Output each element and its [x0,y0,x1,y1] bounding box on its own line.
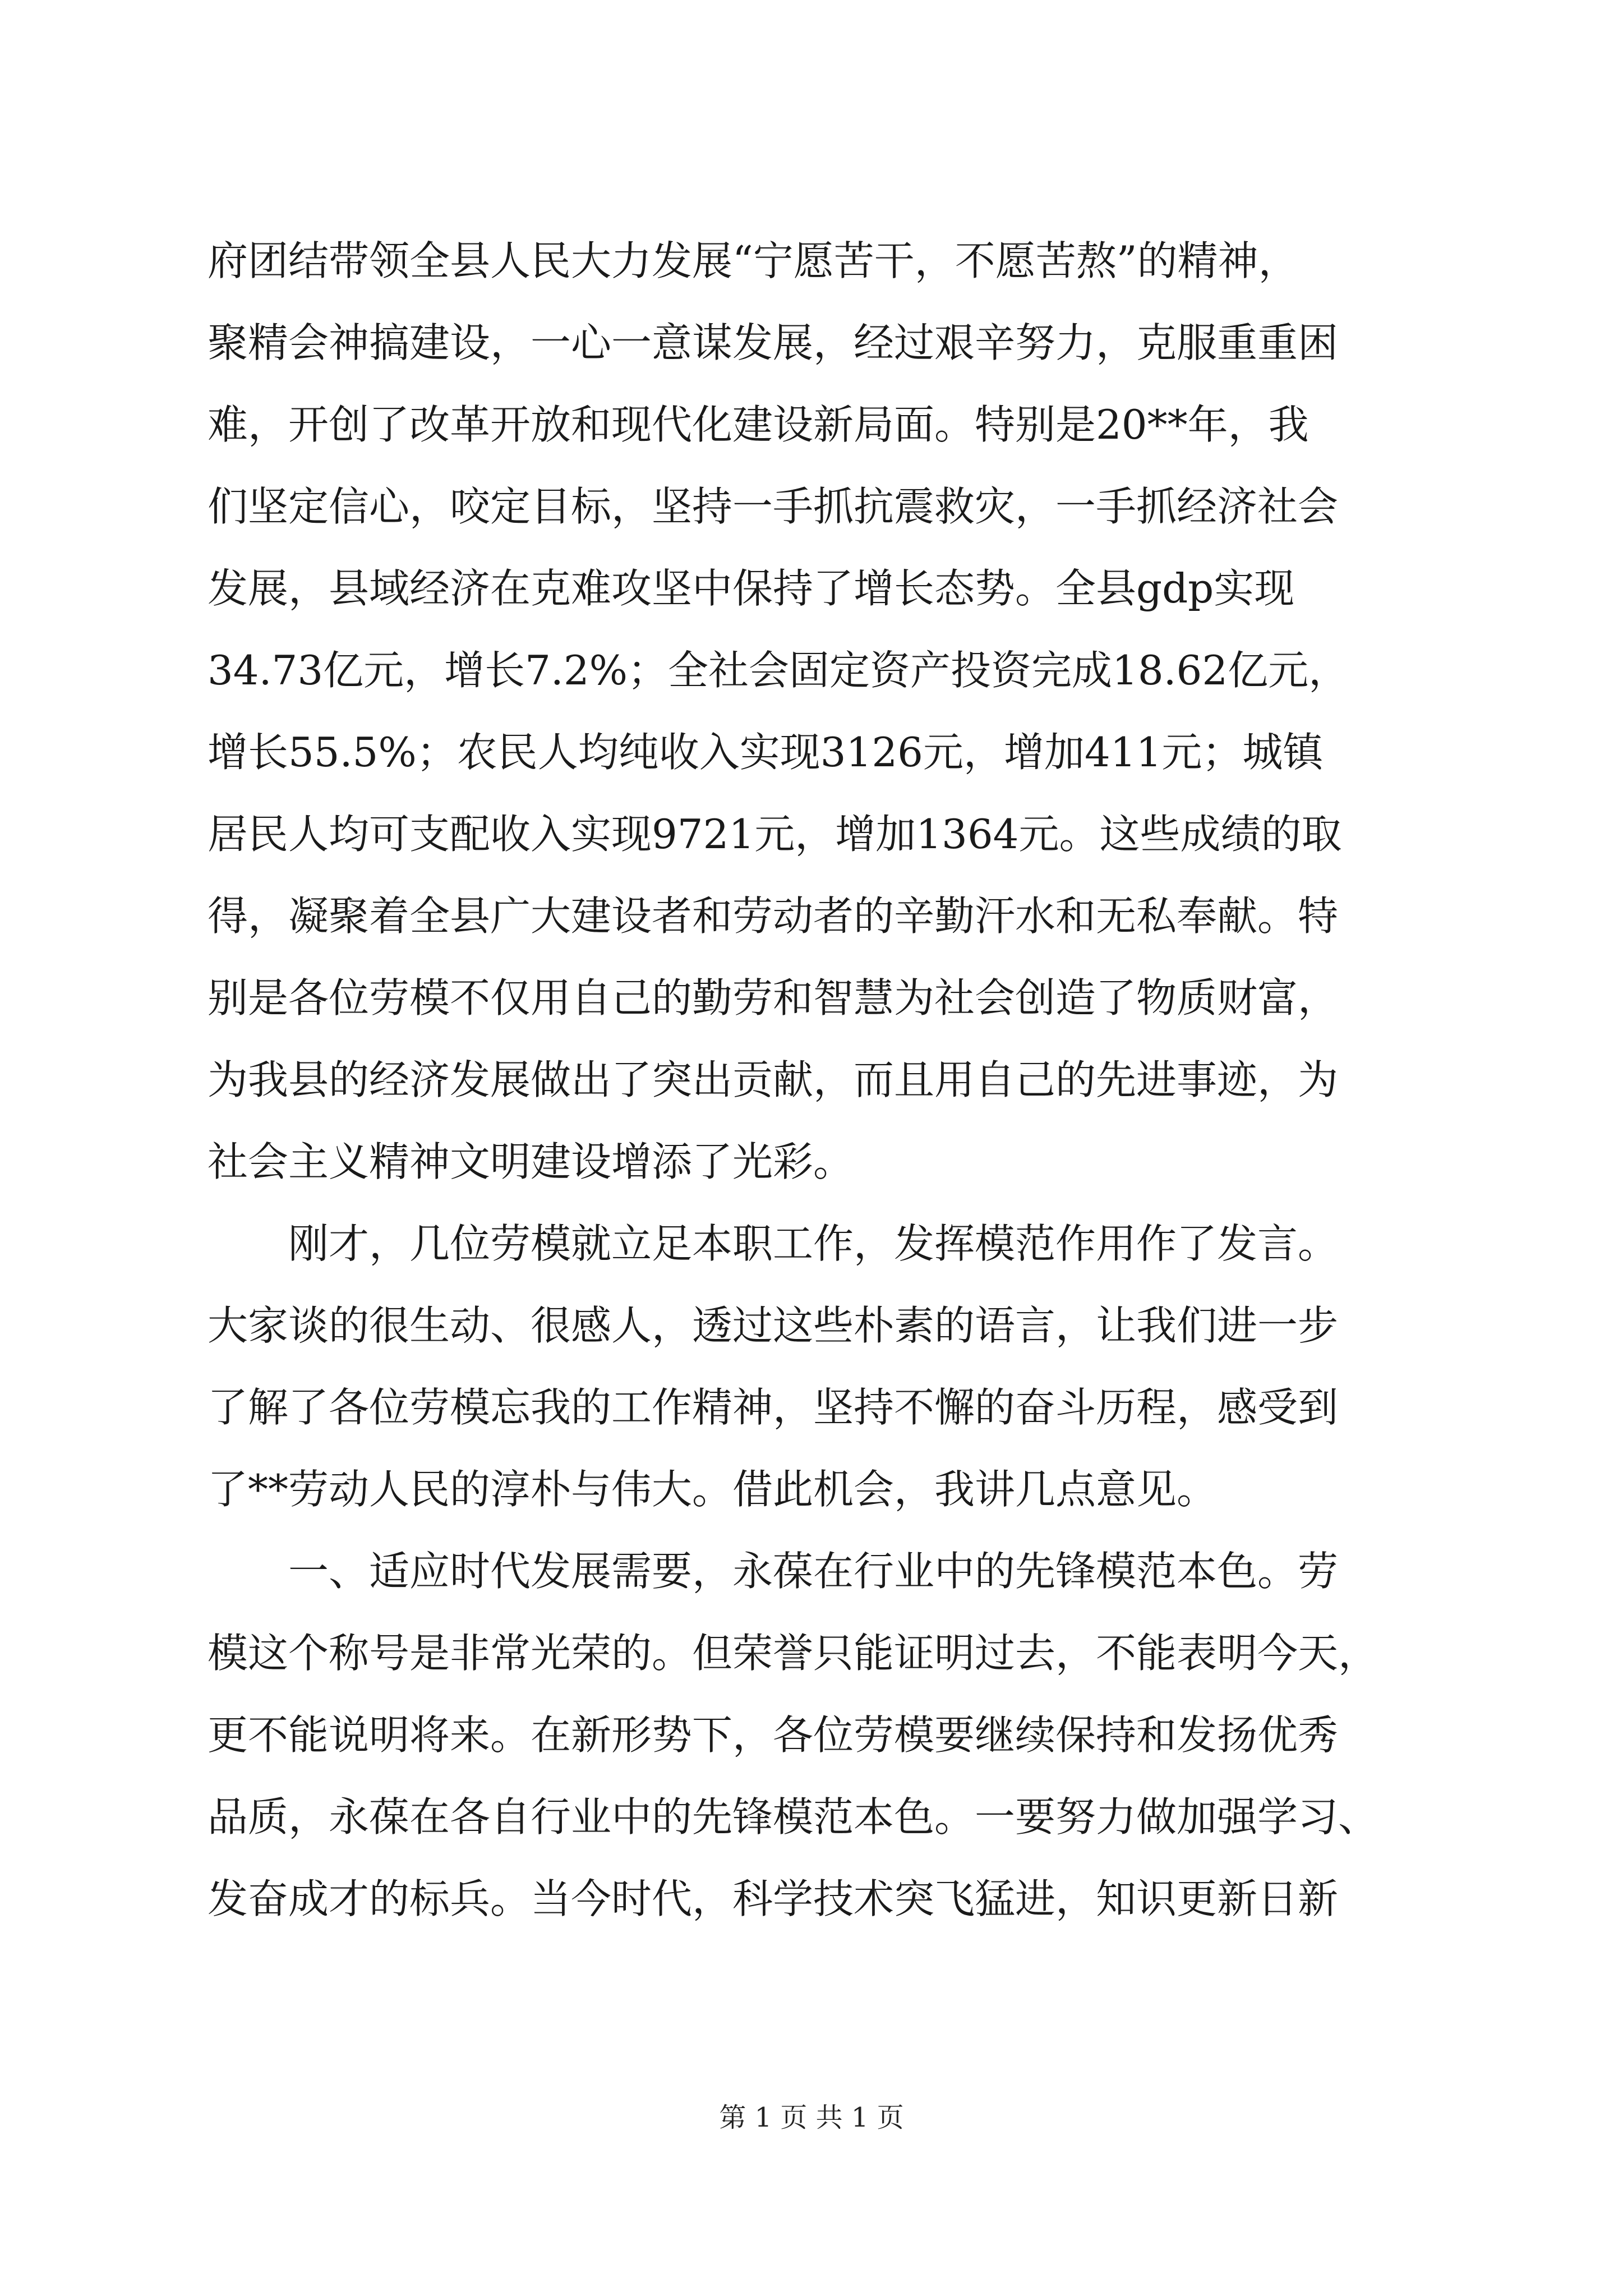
text-line: 更不能说明将来。在新形势下，各位劳模要继续保持和发扬优秀 [208,1711,1339,1759]
text-line: 居民人均可支配收入实现9721元，增加1364元。这些成绩的取 [208,811,1342,858]
text-line: 府团结带领全县人民大力发展“宁愿苦干，不愿苦熬”的精神， [208,237,1299,284]
text-line: 了解了各位劳模忘我的工作精神，坚持不懈的奋斗历程，感受到 [208,1384,1339,1431]
text-line: 难，开创了改革开放和现代化建设新局面。特别是20**年，我 [208,401,1309,448]
text-line: 发奋成才的标兵。当今时代，科学技术突飞猛进，知识更新日新 [208,1875,1339,1922]
text-line: 模这个称号是非常光荣的。但荣誉只能证明过去，不能表明今天， [208,1630,1379,1677]
text-line: 别是各位劳模不仅用自己的勤劳和智慧为社会创造了物质财富， [208,974,1339,1022]
text-line: 品质，永葆在各自行业中的先锋模范本色。一要努力做加强学习、 [208,1793,1379,1841]
text-line: 34.73亿元，增长7.2%；全社会固定资产投资完成18.62亿元， [208,647,1349,694]
text-line: 发展，县域经济在克难攻坚中保持了增长态势。全县gdp实现 [208,565,1295,612]
text-line: 大家谈的很生动、很感人，透过这些朴素的语言，让我们进一步 [208,1302,1339,1349]
text-line: 了**劳动人民的淳朴与伟大。借此机会，我讲几点意见。 [208,1466,1218,1513]
page-number-footer: 第 1 页 共 1 页 [719,2102,904,2133]
text-line: 聚精会神搞建设，一心一意谋发展，经过艰辛努力，克服重重困 [208,319,1339,366]
text-line: 得，凝聚着全县广大建设者和劳动者的辛勤汗水和无私奉献。特 [208,892,1339,940]
document-body [208,220,1424,1940]
text-line: 社会主义精神文明建设增添了光彩。 [208,1138,854,1185]
text-line: 一、适应时代发展需要，永葆在行业中的先锋模范本色。劳 [208,1548,1339,1595]
text-line: 为我县的经济发展做出了突出贡献，而且用自己的先进事迹，为 [208,1056,1339,1103]
text-line: 们坚定信心，咬定目标，坚持一手抓抗震救灾，一手抓经济社会 [208,483,1339,530]
text-line: 刚才，几位劳模就立足本职工作，发挥模范作用作了发言。 [208,1220,1339,1267]
text-line: 增长55.5%；农民人均纯收入实现3126元，增加411元；城镇 [208,729,1324,776]
